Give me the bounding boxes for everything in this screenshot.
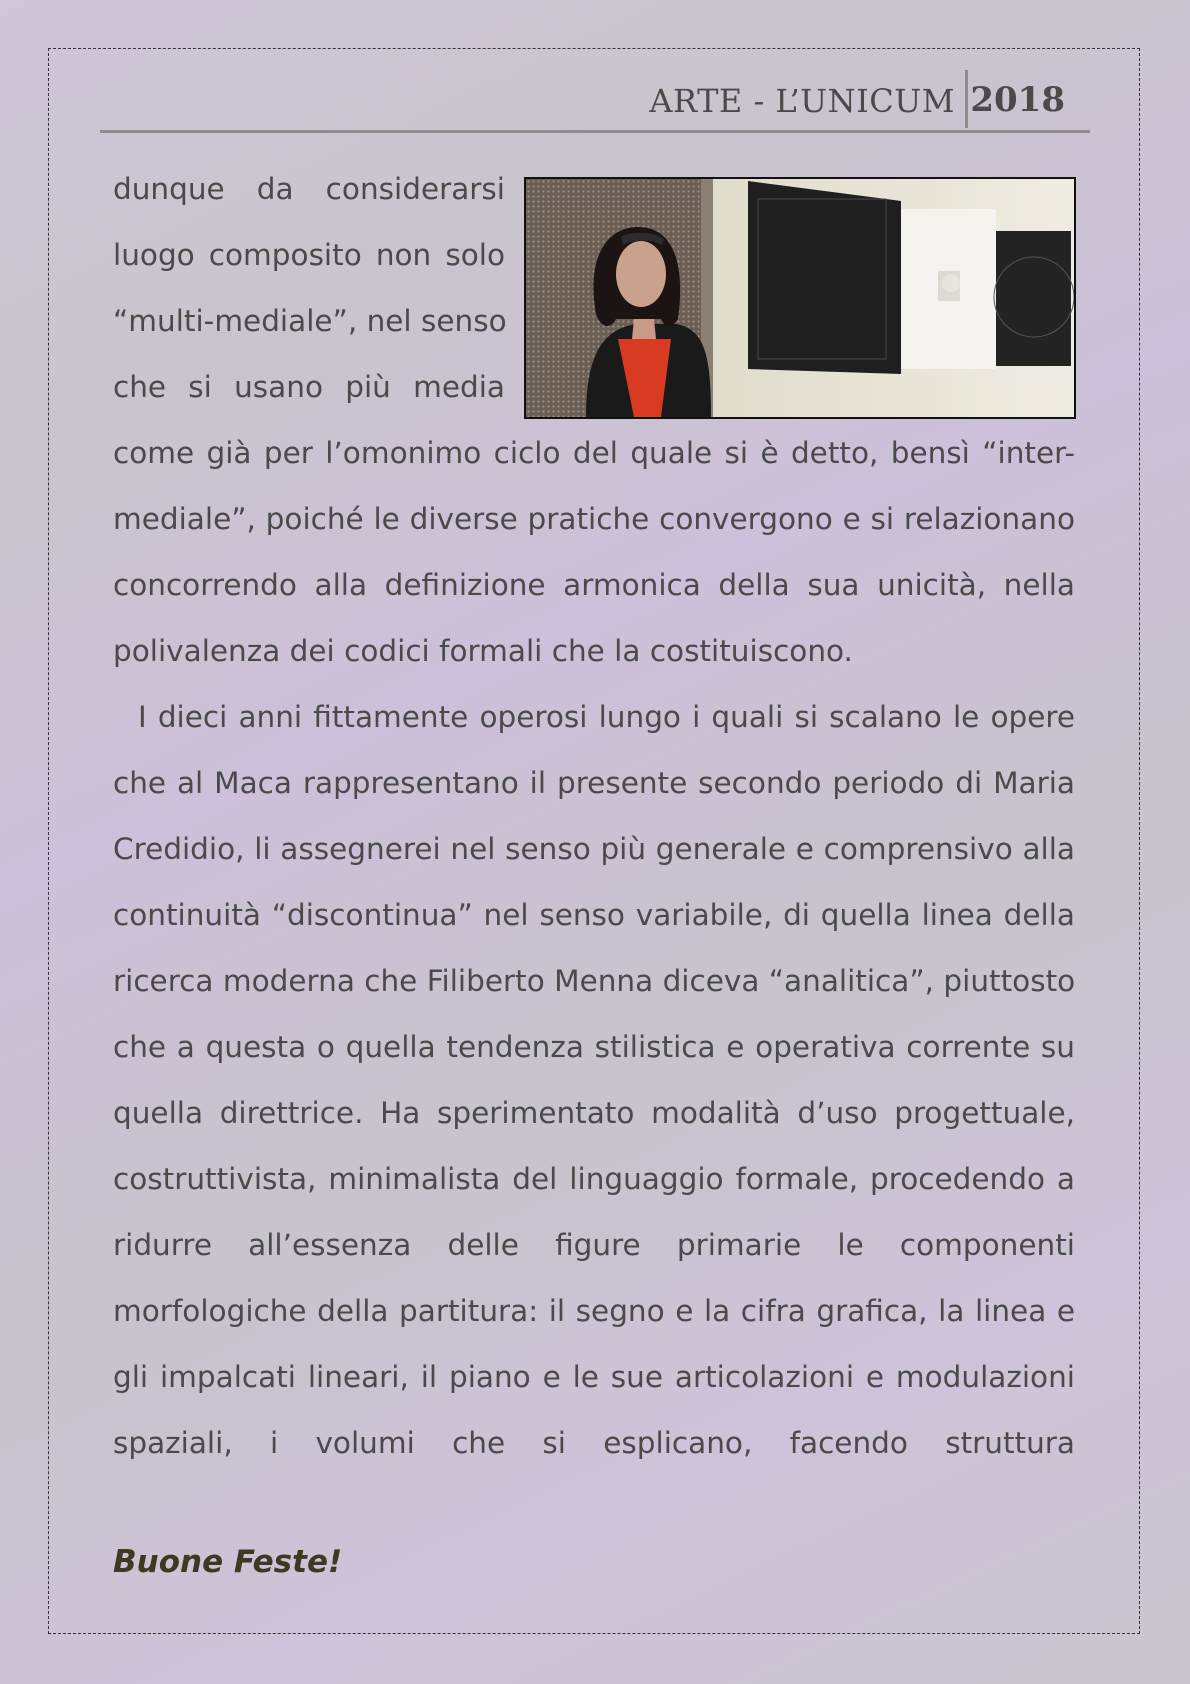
text-line: quella direttrice. Ha sperimentato modalità d’uso progettuale,: [113, 1096, 1075, 1130]
text-line: luogo composito non solo: [113, 238, 505, 272]
text-line: ridurre all’essenza delle figure primarie le componenti: [113, 1228, 1075, 1262]
text-line: Credidio, li assegnerei nel senso più generale e comprensivo alla: [113, 832, 1075, 866]
text-line: che a questa o quella tendenza stilistica e operativa corrente su: [113, 1030, 1075, 1064]
text-line: ricerca moderna che Filiberto Menna diceva “analitica”, piuttosto: [113, 964, 1076, 998]
text-line: concorrendo alla definizione armonica della sua unicità, nella: [113, 568, 1075, 602]
text-line: continuità “discontinua” nel senso variabile, di quella linea della: [113, 898, 1075, 932]
page-header: [100, 68, 1090, 133]
closing-greeting: Buone Feste!: [113, 1544, 343, 1580]
text-line: I dieci anni fittamente operosi lungo i quali si scalano le opere: [138, 700, 1075, 734]
text-line: dunque da considerarsi: [113, 172, 505, 206]
portrait-with-artwork-image: [524, 177, 1076, 419]
text-line: costruttivista, minimalista del linguaggio formale, procedendo a: [113, 1162, 1075, 1196]
text-line: “multi-mediale”, nel senso: [113, 304, 507, 338]
text-line: che si usano più media: [113, 370, 505, 404]
text-line: spaziali, i volumi che si esplicano, facendo struttura: [113, 1426, 1075, 1460]
text-line: come già per l’omonimo ciclo del quale si è detto, bensì “inter-: [113, 436, 1075, 470]
header-title: ARTE - L’UNICUM: [649, 82, 955, 120]
header-separator: [965, 70, 968, 128]
header-year: 2018: [970, 80, 1065, 120]
text-line: gli impalcati lineari, il piano e le sue articolazioni e modulazioni: [113, 1360, 1075, 1394]
text-line: morfologiche della partitura: il segno e la cifra grafica, la linea e: [113, 1294, 1075, 1328]
text-line: polivalenza dei codici formali che la costituiscono.: [113, 634, 853, 668]
text-line: mediale”, poiché le diverse pratiche convergono e si relazionano: [113, 502, 1075, 536]
text-line: che al Maca rappresentano il presente secondo periodo di Maria: [113, 766, 1075, 800]
